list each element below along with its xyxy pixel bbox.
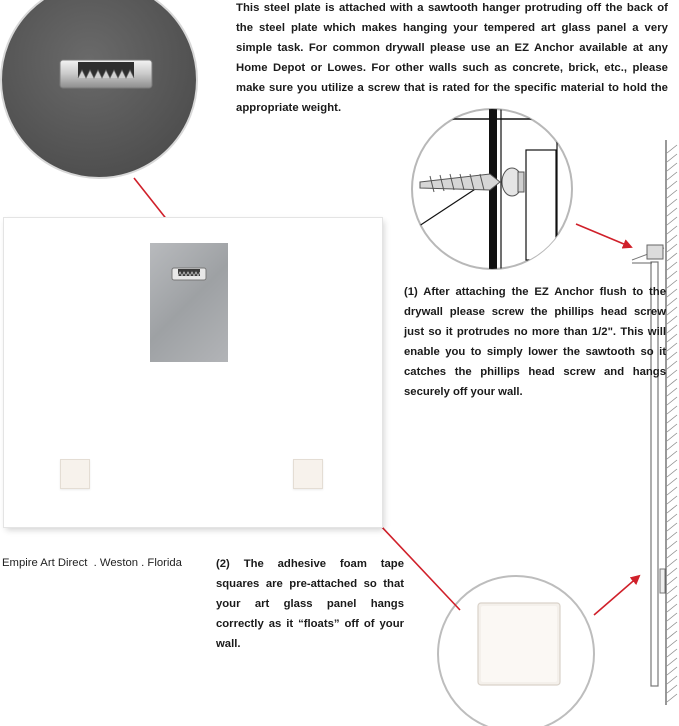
small-sawtooth-icon	[150, 243, 228, 362]
foam-square-left	[60, 459, 90, 489]
arrow-anchor	[576, 224, 631, 247]
arrow-wall-foam	[594, 576, 639, 615]
closeup-foam-circle	[438, 576, 594, 726]
closeup-anchor-circle	[412, 105, 572, 275]
foam-square-right	[293, 459, 323, 489]
step-1-instructions: (1) After attaching the EZ Anchor flush to the drywall please screw the phillips head screw just so it protrudes no more than 1/2". This will enable you to simply lower the sawtooth so it catches the phillips head screw and hangs securely off your wall.	[404, 286, 666, 398]
closeup-sawtooth-circle	[1, 0, 197, 178]
wall-side-diagram	[632, 140, 677, 705]
steel-plate-description: This steel plate is attached with a sawtooth hanger protruding off the back of the steel plate which makes hanging your tempered art glass panel a very simple task. For common drywall please use an EZ Anchor available at any Home Depot or Lowes. For other walls such as concrete, brick, etc., please make sure you utilize a screw that is rated for the specific material to hold the appropriate weight.	[236, 2, 668, 114]
sawtooth-hanger-icon	[60, 60, 152, 88]
step-2-instructions: (2) The adhesive foam tape squares are pre-attached so that your art glass panel hangs correctly as it “floats” off of your wall.	[216, 558, 404, 650]
brand-footer: Empire Art Direct . Weston . Florida	[2, 557, 182, 569]
steel-plate	[150, 243, 228, 362]
